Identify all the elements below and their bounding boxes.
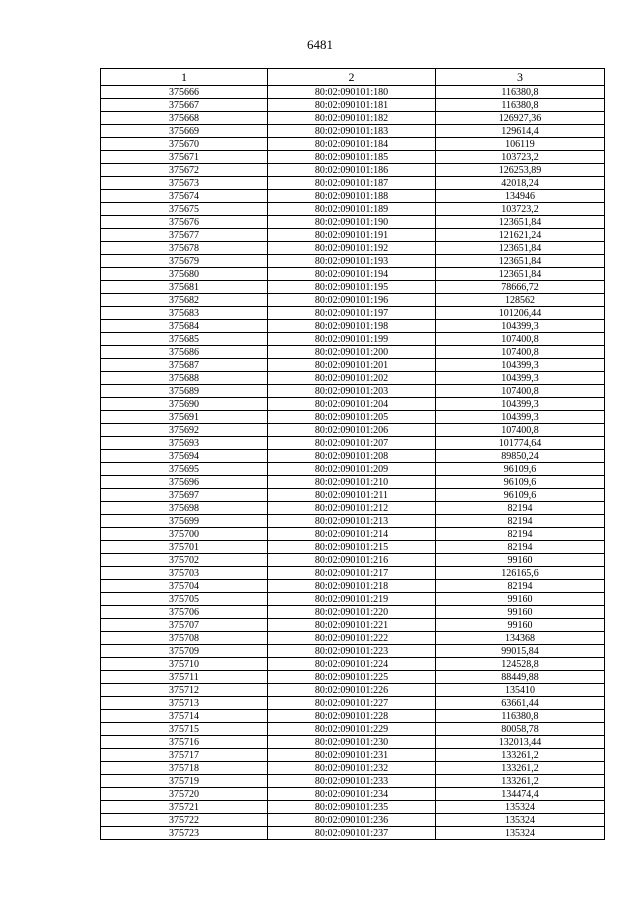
column-header-2: 2 [268, 69, 436, 86]
table-row [101, 372, 605, 385]
cell-cadastral-number: 80:02:090101:234 [268, 788, 436, 801]
cell-cadastral-number: 80:02:090101:201 [268, 359, 436, 372]
table-row [101, 658, 605, 671]
cell-value: 107400,8 [436, 385, 605, 398]
cell-value: 80058,78 [436, 723, 605, 736]
cell-record-number: 375697 [101, 489, 268, 502]
table-row [101, 567, 605, 580]
cell-cadastral-number: 80:02:090101:204 [268, 398, 436, 411]
table-row [101, 502, 605, 515]
cell-value: 128562 [436, 294, 605, 307]
table-row [101, 593, 605, 606]
cell-value: 116380,8 [436, 86, 605, 99]
cell-value: 123651,84 [436, 268, 605, 281]
table-row [101, 242, 605, 255]
cell-record-number: 375681 [101, 281, 268, 294]
cell-cadastral-number: 80:02:090101:212 [268, 502, 436, 515]
cell-record-number: 375683 [101, 307, 268, 320]
cell-record-number: 375719 [101, 775, 268, 788]
cell-value: 104399,3 [436, 320, 605, 333]
table-row [101, 736, 605, 749]
cell-cadastral-number: 80:02:090101:183 [268, 125, 436, 138]
cell-value: 82194 [436, 528, 605, 541]
cell-record-number: 375702 [101, 554, 268, 567]
cell-value: 126165,6 [436, 567, 605, 580]
registry-table [100, 68, 605, 840]
cell-cadastral-number: 80:02:090101:218 [268, 580, 436, 593]
cell-record-number: 375717 [101, 749, 268, 762]
table-row [101, 411, 605, 424]
table-row [101, 385, 605, 398]
cell-record-number: 375707 [101, 619, 268, 632]
cell-value: 126253,89 [436, 164, 605, 177]
cell-record-number: 375699 [101, 515, 268, 528]
table-row [101, 190, 605, 203]
table-row [101, 528, 605, 541]
cell-cadastral-number: 80:02:090101:231 [268, 749, 436, 762]
cell-cadastral-number: 80:02:090101:194 [268, 268, 436, 281]
cell-value: 78666,72 [436, 281, 605, 294]
table-row [101, 489, 605, 502]
cell-value: 116380,8 [436, 99, 605, 112]
cell-record-number: 375673 [101, 177, 268, 190]
cell-value: 126927,36 [436, 112, 605, 125]
cell-value: 104399,3 [436, 398, 605, 411]
cell-cadastral-number: 80:02:090101:217 [268, 567, 436, 580]
cell-value: 99160 [436, 606, 605, 619]
cell-record-number: 375708 [101, 632, 268, 645]
cell-cadastral-number: 80:02:090101:213 [268, 515, 436, 528]
table-row [101, 359, 605, 372]
cell-cadastral-number: 80:02:090101:225 [268, 671, 436, 684]
cell-cadastral-number: 80:02:090101:216 [268, 554, 436, 567]
cell-record-number: 375676 [101, 216, 268, 229]
cell-record-number: 375716 [101, 736, 268, 749]
cell-cadastral-number: 80:02:090101:191 [268, 229, 436, 242]
table-row [101, 281, 605, 294]
cell-value: 132013,44 [436, 736, 605, 749]
table-row [101, 632, 605, 645]
cell-value: 107400,8 [436, 333, 605, 346]
cell-cadastral-number: 80:02:090101:181 [268, 99, 436, 112]
cell-value: 99015,84 [436, 645, 605, 658]
cell-cadastral-number: 80:02:090101:222 [268, 632, 436, 645]
table-row [101, 346, 605, 359]
cell-cadastral-number: 80:02:090101:237 [268, 827, 436, 840]
table-row [101, 814, 605, 827]
cell-cadastral-number: 80:02:090101:223 [268, 645, 436, 658]
table-row [101, 580, 605, 593]
table-row [101, 541, 605, 554]
cell-record-number: 375686 [101, 346, 268, 359]
table-header [101, 69, 605, 86]
cell-record-number: 375703 [101, 567, 268, 580]
cell-value: 123651,84 [436, 216, 605, 229]
cell-cadastral-number: 80:02:090101:235 [268, 801, 436, 814]
cell-value: 133261,2 [436, 762, 605, 775]
cell-value: 107400,8 [436, 424, 605, 437]
cell-cadastral-number: 80:02:090101:208 [268, 450, 436, 463]
cell-record-number: 375701 [101, 541, 268, 554]
cell-cadastral-number: 80:02:090101:180 [268, 86, 436, 99]
cell-cadastral-number: 80:02:090101:233 [268, 775, 436, 788]
cell-cadastral-number: 80:02:090101:210 [268, 476, 436, 489]
cell-value: 135324 [436, 814, 605, 827]
cell-cadastral-number: 80:02:090101:205 [268, 411, 436, 424]
cell-cadastral-number: 80:02:090101:224 [268, 658, 436, 671]
cell-record-number: 375693 [101, 437, 268, 450]
cell-value: 82194 [436, 515, 605, 528]
table-row [101, 151, 605, 164]
table-row [101, 177, 605, 190]
cell-cadastral-number: 80:02:090101:198 [268, 320, 436, 333]
table-row [101, 606, 605, 619]
table-row [101, 801, 605, 814]
table-row [101, 476, 605, 489]
cell-value: 123651,84 [436, 255, 605, 268]
cell-record-number: 375667 [101, 99, 268, 112]
table-row [101, 450, 605, 463]
cell-cadastral-number: 80:02:090101:236 [268, 814, 436, 827]
cell-record-number: 375710 [101, 658, 268, 671]
cell-record-number: 375675 [101, 203, 268, 216]
cell-cadastral-number: 80:02:090101:207 [268, 437, 436, 450]
table-row [101, 684, 605, 697]
cell-record-number: 375720 [101, 788, 268, 801]
cell-value: 88449,88 [436, 671, 605, 684]
table-row [101, 268, 605, 281]
table-row [101, 307, 605, 320]
page-number: 6481 [307, 37, 333, 52]
cell-value: 103723,2 [436, 151, 605, 164]
cell-record-number: 375721 [101, 801, 268, 814]
table-row [101, 619, 605, 632]
table-row [101, 515, 605, 528]
cell-value: 123651,84 [436, 242, 605, 255]
table-row [101, 255, 605, 268]
cell-value: 134474,4 [436, 788, 605, 801]
cell-cadastral-number: 80:02:090101:203 [268, 385, 436, 398]
cell-record-number: 375668 [101, 112, 268, 125]
cell-record-number: 375692 [101, 424, 268, 437]
cell-cadastral-number: 80:02:090101:211 [268, 489, 436, 502]
cell-value: 96109,6 [436, 476, 605, 489]
table-row [101, 437, 605, 450]
cell-value: 134368 [436, 632, 605, 645]
cell-record-number: 375674 [101, 190, 268, 203]
cell-cadastral-number: 80:02:090101:232 [268, 762, 436, 775]
cell-value: 104399,3 [436, 372, 605, 385]
cell-cadastral-number: 80:02:090101:221 [268, 619, 436, 632]
table-row [101, 229, 605, 242]
cell-cadastral-number: 80:02:090101:200 [268, 346, 436, 359]
cell-record-number: 375687 [101, 359, 268, 372]
cell-cadastral-number: 80:02:090101:202 [268, 372, 436, 385]
table-row [101, 138, 605, 151]
cell-value: 101206,44 [436, 307, 605, 320]
cell-record-number: 375672 [101, 164, 268, 177]
table-row [101, 125, 605, 138]
cell-value: 134946 [436, 190, 605, 203]
cell-cadastral-number: 80:02:090101:226 [268, 684, 436, 697]
cell-value: 107400,8 [436, 346, 605, 359]
table-row [101, 164, 605, 177]
cell-record-number: 375690 [101, 398, 268, 411]
table-row [101, 827, 605, 840]
cell-cadastral-number: 80:02:090101:195 [268, 281, 436, 294]
table-row [101, 424, 605, 437]
cell-record-number: 375678 [101, 242, 268, 255]
table-row [101, 710, 605, 723]
cell-cadastral-number: 80:02:090101:190 [268, 216, 436, 229]
cell-value: 133261,2 [436, 775, 605, 788]
cell-cadastral-number: 80:02:090101:193 [268, 255, 436, 268]
cell-record-number: 375715 [101, 723, 268, 736]
cell-value: 135324 [436, 827, 605, 840]
cell-record-number: 375680 [101, 268, 268, 281]
cell-value: 96109,6 [436, 463, 605, 476]
cell-record-number: 375679 [101, 255, 268, 268]
cell-value: 104399,3 [436, 411, 605, 424]
cell-cadastral-number: 80:02:090101:189 [268, 203, 436, 216]
table-row [101, 775, 605, 788]
cell-record-number: 375704 [101, 580, 268, 593]
cell-record-number: 375714 [101, 710, 268, 723]
cell-cadastral-number: 80:02:090101:182 [268, 112, 436, 125]
cell-record-number: 375712 [101, 684, 268, 697]
cell-cadastral-number: 80:02:090101:228 [268, 710, 436, 723]
cell-value: 135324 [436, 801, 605, 814]
table-row [101, 749, 605, 762]
cell-value: 82194 [436, 502, 605, 515]
table-row [101, 762, 605, 775]
table-row [101, 86, 605, 99]
cell-record-number: 375677 [101, 229, 268, 242]
table-row [101, 320, 605, 333]
cell-value: 99160 [436, 554, 605, 567]
cell-record-number: 375709 [101, 645, 268, 658]
table-row [101, 788, 605, 801]
cell-record-number: 375691 [101, 411, 268, 424]
column-header-1: 1 [101, 69, 268, 86]
table-row [101, 333, 605, 346]
cell-value: 101774,64 [436, 437, 605, 450]
cell-cadastral-number: 80:02:090101:184 [268, 138, 436, 151]
cell-cadastral-number: 80:02:090101:209 [268, 463, 436, 476]
cell-value: 89850,24 [436, 450, 605, 463]
cell-value: 82194 [436, 580, 605, 593]
cell-cadastral-number: 80:02:090101:188 [268, 190, 436, 203]
cell-cadastral-number: 80:02:090101:199 [268, 333, 436, 346]
cell-cadastral-number: 80:02:090101:214 [268, 528, 436, 541]
cell-value: 106119 [436, 138, 605, 151]
cell-cadastral-number: 80:02:090101:215 [268, 541, 436, 554]
table-row [101, 398, 605, 411]
cell-record-number: 375669 [101, 125, 268, 138]
table-row [101, 671, 605, 684]
cell-value: 133261,2 [436, 749, 605, 762]
cell-cadastral-number: 80:02:090101:206 [268, 424, 436, 437]
cell-record-number: 375700 [101, 528, 268, 541]
cell-value: 82194 [436, 541, 605, 554]
table-row [101, 645, 605, 658]
cell-record-number: 375698 [101, 502, 268, 515]
cell-record-number: 375718 [101, 762, 268, 775]
cell-value: 96109,6 [436, 489, 605, 502]
cell-record-number: 375689 [101, 385, 268, 398]
cell-record-number: 375713 [101, 697, 268, 710]
cell-cadastral-number: 80:02:090101:197 [268, 307, 436, 320]
cell-value: 103723,2 [436, 203, 605, 216]
cell-record-number: 375723 [101, 827, 268, 840]
cell-cadastral-number: 80:02:090101:192 [268, 242, 436, 255]
cell-value: 135410 [436, 684, 605, 697]
table-row [101, 112, 605, 125]
table-row [101, 294, 605, 307]
table-body [101, 86, 605, 840]
cell-cadastral-number: 80:02:090101:187 [268, 177, 436, 190]
cell-record-number: 375695 [101, 463, 268, 476]
cell-record-number: 375684 [101, 320, 268, 333]
cell-value: 63661,44 [436, 697, 605, 710]
cell-record-number: 375671 [101, 151, 268, 164]
cell-cadastral-number: 80:02:090101:220 [268, 606, 436, 619]
cell-record-number: 375682 [101, 294, 268, 307]
cell-record-number: 375706 [101, 606, 268, 619]
cell-value: 104399,3 [436, 359, 605, 372]
table-row [101, 203, 605, 216]
cell-value: 99160 [436, 619, 605, 632]
cell-record-number: 375722 [101, 814, 268, 827]
table-row [101, 697, 605, 710]
cell-value: 129614,4 [436, 125, 605, 138]
header-row [101, 69, 605, 86]
cell-cadastral-number: 80:02:090101:227 [268, 697, 436, 710]
table-row [101, 554, 605, 567]
cell-cadastral-number: 80:02:090101:219 [268, 593, 436, 606]
cell-record-number: 375688 [101, 372, 268, 385]
cell-value: 121621,24 [436, 229, 605, 242]
cell-cadastral-number: 80:02:090101:230 [268, 736, 436, 749]
column-header-3: 3 [436, 69, 605, 86]
table-row [101, 723, 605, 736]
cell-record-number: 375694 [101, 450, 268, 463]
cell-record-number: 375705 [101, 593, 268, 606]
cell-cadastral-number: 80:02:090101:186 [268, 164, 436, 177]
cell-value: 124528,8 [436, 658, 605, 671]
cell-cadastral-number: 80:02:090101:229 [268, 723, 436, 736]
cell-record-number: 375685 [101, 333, 268, 346]
cell-value: 42018,24 [436, 177, 605, 190]
cell-record-number: 375711 [101, 671, 268, 684]
table-row [101, 463, 605, 476]
cell-record-number: 375696 [101, 476, 268, 489]
table-row [101, 99, 605, 112]
cell-cadastral-number: 80:02:090101:185 [268, 151, 436, 164]
cell-value: 116380,8 [436, 710, 605, 723]
cell-value: 99160 [436, 593, 605, 606]
cell-record-number: 375666 [101, 86, 268, 99]
table-row [101, 216, 605, 229]
cell-cadastral-number: 80:02:090101:196 [268, 294, 436, 307]
cell-record-number: 375670 [101, 138, 268, 151]
